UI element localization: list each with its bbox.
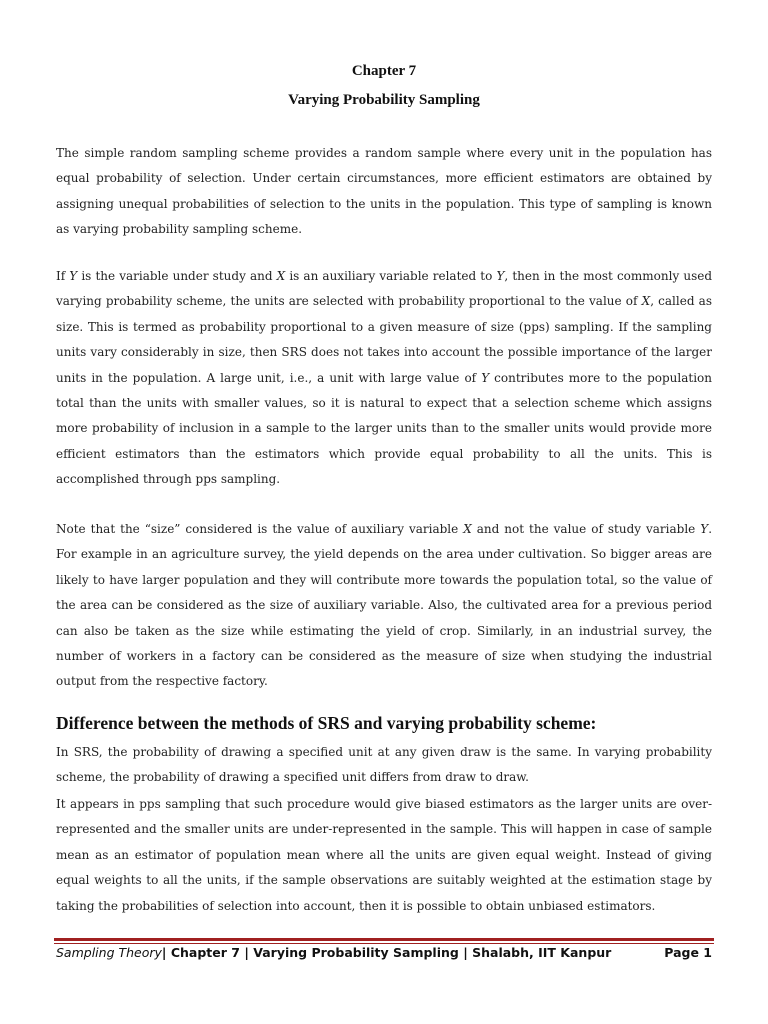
footer-chapter-info: | Chapter 7 | Varying Probability Sampling | Shalabh, IIT Kanpur <box>161 945 612 960</box>
text-run: is the variable under study and <box>77 269 277 283</box>
paragraph-srs-difference: In SRS, the probability of drawing a specified unit at any given draw is the same. In varying probability scheme, the probability of drawing a specified unit differs from draw to draw. <box>56 745 712 785</box>
footer-book-title: Sampling Theory <box>56 945 162 960</box>
text-run: is an auxiliary variable related to <box>285 269 497 283</box>
text-run: contributes more to the population total than the units with smaller values, so it is natural to expect that a selection scheme which assigns more probability of inclusion in a sample to the larger units than to the smaller units would provide more efficient estimators than the estimators which provide equal probability to all the units. This is accomplished through pps sampling. <box>56 370 712 487</box>
page-footer <box>56 945 712 967</box>
variable-y: Y <box>496 269 505 283</box>
text-run: . For example in an agriculture survey, the yield depends on the area under cultivation. So bigger areas are likely to have larger population and they will contribute more towards the population total, so the value of the area can be considered as the size of auxiliary variable. Also, the cultivated area for a previous period can also be taken as the size while estimating the yield of crop. Similarly, in an industrial survey, the number of workers in a factory can be considered as the measure of size when studying the industrial output from the respective factory. <box>56 522 713 689</box>
footer-rule-thin <box>54 943 714 944</box>
chapter-title: Varying Probability Sampling <box>288 92 480 108</box>
text-run: , then in the most commonly used varying probability scheme, the units are selected with probability proportional to the value of <box>56 269 713 309</box>
text-run: , called as size. This is termed as probability proportional to a given measure of size (pps) sampling. If the sampling units vary considerably in size, then SRS does not takes into account the possible importance of the larger units in the population. A large unit, i.e., a unit with large value of <box>56 294 712 385</box>
variable-y: Y <box>481 370 490 385</box>
footer-rule-thick <box>54 938 714 941</box>
variable-y: Y <box>69 269 78 283</box>
paragraph-pps <box>56 264 712 493</box>
paragraph-size-note <box>56 517 712 695</box>
variable-x: X <box>641 294 651 309</box>
variable-y: Y <box>700 522 709 536</box>
text-run: and not the value of study variable <box>471 522 701 536</box>
variable-x: X <box>276 269 286 283</box>
footer-page-number: Page 1 <box>664 945 712 960</box>
variable-x: X <box>463 522 472 536</box>
text-run: Note that the “size” considered is the value of auxiliary variable <box>56 522 464 536</box>
paragraph-biased-estimators: It appears in pps sampling that such procedure would give biased estimators as the larger units are over-represented and the smaller units are under-represented in the sample. This will happen in case of sample mean as an estimator of population mean where all the units are given equal weight. Instead of giving equal weights to all the units, if the sample observations are suitably weighted at the estimation stage by taking the probabilities of selection into account, then it is possible to obtain unbiased estimators. <box>56 797 712 913</box>
chapter-label: Chapter 7 <box>351 63 417 79</box>
section-heading: Difference between the methods of SRS and varying probability scheme: <box>56 713 597 733</box>
paragraph-intro: The simple random sampling scheme provides a random sample where every unit in the population has equal probability of selection. Under certain circumstances, more efficient estimators are obtained by assigning unequal probabilities of selection to the units in the population. This type of sampling is known as varying probability sampling scheme. <box>56 146 712 237</box>
text-run: If <box>56 269 70 283</box>
footer-running-title <box>56 945 611 960</box>
